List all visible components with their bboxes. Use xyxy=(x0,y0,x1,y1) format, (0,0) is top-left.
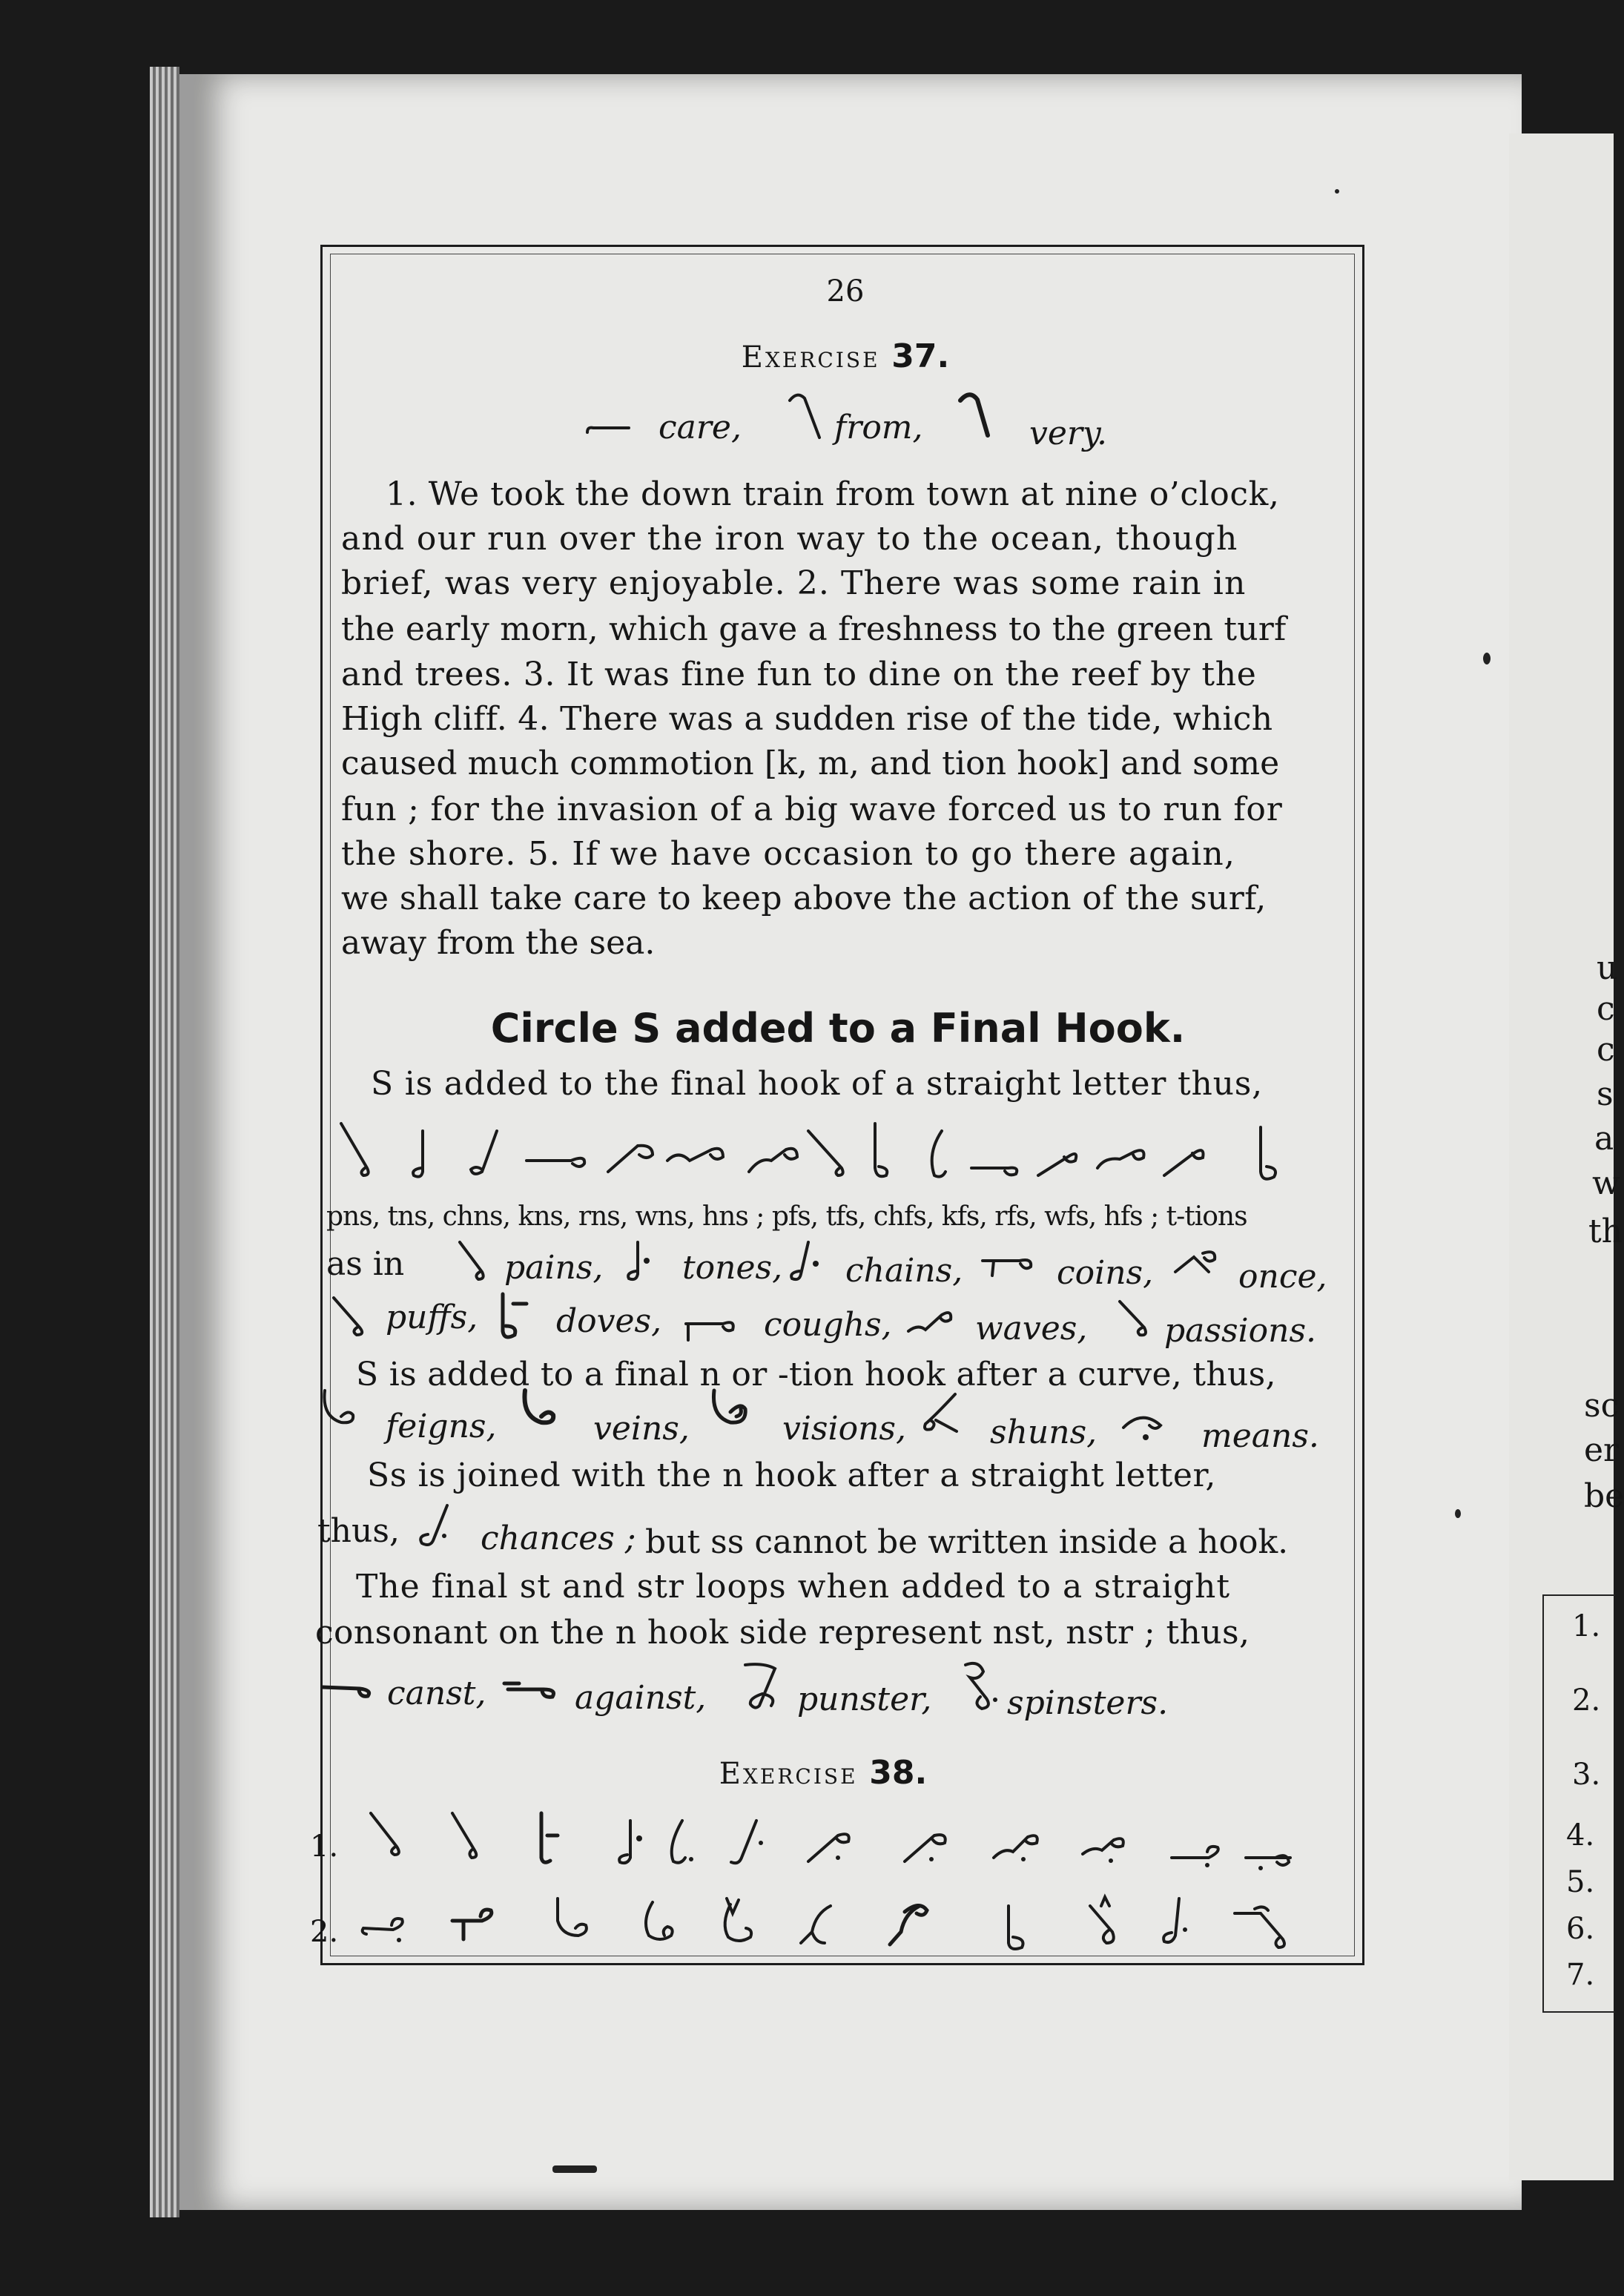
right-page-num-1: 1. xyxy=(1572,1609,1601,1643)
right-page-num-2: 2. xyxy=(1572,1683,1601,1718)
exercise-38-row-2-outlines xyxy=(356,1891,1320,1958)
right-page-letter-9: er xyxy=(1584,1431,1620,1469)
example-shuns: shuns, xyxy=(990,1413,1097,1451)
ex37-line-11: away from the sea. xyxy=(341,924,656,962)
exercise-38-number: 38. xyxy=(869,1754,928,1792)
circle-s-intro: S is added to the final hook of a straight letter thus, xyxy=(371,1065,1263,1103)
example-tones: tones, xyxy=(682,1249,783,1287)
shorthand-punster-icon xyxy=(742,1661,786,1713)
grammalogue-from: from, xyxy=(834,409,923,446)
right-page-num-4: 4. xyxy=(1566,1818,1595,1853)
ex37-line-1: 1. We took the down train from town at nine o’clock, xyxy=(386,475,1280,513)
example-means: means. xyxy=(1201,1417,1319,1455)
ex37-line-3: brief, was very enjoyable. 2. There was some rain in xyxy=(341,564,1247,602)
example-feigns: feigns, xyxy=(386,1408,497,1445)
example-coughs: coughs, xyxy=(764,1306,892,1344)
right-page-letter-6: w xyxy=(1592,1164,1620,1202)
shorthand-coins-icon xyxy=(979,1253,1038,1283)
ss-rule-line-1: Ss is joined with the n hook after a straight letter, xyxy=(367,1457,1216,1494)
loop-rule-line-1: The final st and str loops when added to a straight xyxy=(356,1568,1231,1606)
shorthand-spinsters-icon xyxy=(957,1661,1001,1713)
exercise-38-row-1-outlines xyxy=(356,1806,1320,1873)
example-against: against, xyxy=(575,1679,707,1717)
scan-speck xyxy=(1455,1509,1461,1518)
page-number: 26 xyxy=(826,274,865,309)
example-visions: visions, xyxy=(782,1410,906,1448)
scan-speck xyxy=(552,2165,597,2173)
shorthand-chances-icon xyxy=(412,1502,456,1554)
right-page-letter-1: u xyxy=(1597,949,1618,987)
as-in-label: as in xyxy=(326,1245,405,1283)
shorthand-chains-icon xyxy=(786,1238,823,1283)
shorthand-coughs-icon xyxy=(682,1309,742,1346)
scan-speck xyxy=(1483,653,1491,664)
right-page-frame xyxy=(1542,1594,1615,2013)
exercise-37-heading xyxy=(564,337,1127,375)
ss-rule-tail: but ss cannot be written inside a hook. xyxy=(645,1523,1289,1561)
scan-speck xyxy=(1335,189,1339,194)
example-waves: waves, xyxy=(975,1310,1088,1347)
example-once: once, xyxy=(1238,1258,1327,1296)
grammalogue-very: very. xyxy=(1029,415,1107,452)
example-veins: veins, xyxy=(593,1410,690,1448)
ex37-line-9: the shore. 5. If we have occasion to go there again, xyxy=(341,835,1236,873)
abbreviation-line: pns, tns, chns, kns, rns, wns, hns ; pfs, tfs, chfs, kfs, rfs, wfs, hfs ; t-tions xyxy=(326,1201,1247,1232)
right-page-letter-3: c xyxy=(1597,1031,1615,1069)
shorthand-once-icon xyxy=(1172,1246,1224,1283)
shorthand-visions-icon xyxy=(708,1387,760,1431)
right-page-num-6: 6. xyxy=(1566,1912,1595,1946)
shorthand-canst-icon xyxy=(319,1680,378,1702)
ex37-line-2: and our run over the iron way to the ocean, though xyxy=(341,520,1238,558)
example-chains: chains, xyxy=(845,1252,963,1290)
ex37-line-5: and trees. 3. It was fine fun to dine on the reef by the xyxy=(341,656,1257,693)
exercise-37-word: Exercise xyxy=(741,340,880,375)
example-pains: pains, xyxy=(504,1249,604,1287)
shorthand-tones-icon xyxy=(623,1238,660,1283)
example-puffs: puffs, xyxy=(386,1299,478,1336)
example-doves: doves, xyxy=(556,1302,662,1340)
shorthand-shuns-icon xyxy=(920,1391,964,1435)
loop-rule-line-2: consonant on the n hook side represent nst, nstr ; thus, xyxy=(315,1614,1250,1652)
right-page-num-5: 5. xyxy=(1566,1865,1595,1899)
right-page-letter-4: s xyxy=(1597,1075,1614,1113)
ex37-line-7: caused much commotion [k, m, and tion hook] and some xyxy=(341,745,1280,782)
right-page-letter-2: c xyxy=(1597,990,1615,1028)
shorthand-very-icon xyxy=(957,389,994,441)
ex37-line-8: fun ; for the invasion of a big wave forced us to run for xyxy=(341,791,1283,828)
shorthand-means-icon xyxy=(1120,1409,1172,1446)
exercise-38-heading xyxy=(541,1754,1105,1792)
grammalogue-care: care, xyxy=(658,409,742,446)
shorthand-from-icon xyxy=(786,389,823,441)
right-page-letter-5: a xyxy=(1594,1120,1614,1158)
shorthand-waves-icon xyxy=(905,1302,957,1339)
shorthand-care-icon xyxy=(586,419,630,441)
section-title: Circle S added to a Final Hook. xyxy=(490,1005,1186,1052)
example-punster: punster, xyxy=(797,1680,932,1718)
right-page-letter-7: th xyxy=(1588,1213,1623,1250)
shorthand-veins-icon xyxy=(519,1387,571,1431)
right-page-num-3: 3. xyxy=(1572,1758,1601,1792)
shorthand-doves-icon xyxy=(497,1290,541,1342)
exercise-38-word: Exercise xyxy=(719,1757,858,1791)
ex37-line-10: we shall take care to keep above the action of the surf, xyxy=(341,880,1267,917)
ex37-line-6: High cliff. 4. There was a sudden rise of the tide, which xyxy=(341,700,1273,738)
example-coins: coins, xyxy=(1057,1254,1154,1292)
shorthand-outline-row xyxy=(334,1116,1327,1190)
curve-rule: S is added to a final n or -tion hook after a curve, thus, xyxy=(356,1356,1276,1393)
right-page-num-7: 7. xyxy=(1566,1958,1595,1992)
shorthand-passions-icon xyxy=(1116,1298,1161,1342)
example-passions: passions. xyxy=(1164,1312,1317,1350)
exercise-38-row-2-label: 2. xyxy=(310,1915,339,1949)
shorthand-puffs-icon xyxy=(330,1294,374,1339)
shorthand-against-icon xyxy=(501,1678,567,1700)
example-chances: chances ; xyxy=(481,1520,636,1557)
right-page-letter-8: sc xyxy=(1584,1387,1620,1425)
right-page-letter-10: be xyxy=(1584,1477,1624,1515)
example-spinsters: spinsters. xyxy=(1007,1684,1169,1722)
exercise-38-row-1-label: 1. xyxy=(310,1830,339,1864)
ss-rule-thus: thus, xyxy=(317,1512,400,1550)
ex37-line-4: the early morn, which gave a freshness to the green turf xyxy=(341,610,1287,648)
example-canst: canst, xyxy=(387,1675,486,1712)
shorthand-feigns-icon xyxy=(319,1387,371,1431)
exercise-37-number: 37. xyxy=(891,337,950,375)
shorthand-pains-icon xyxy=(456,1238,493,1283)
